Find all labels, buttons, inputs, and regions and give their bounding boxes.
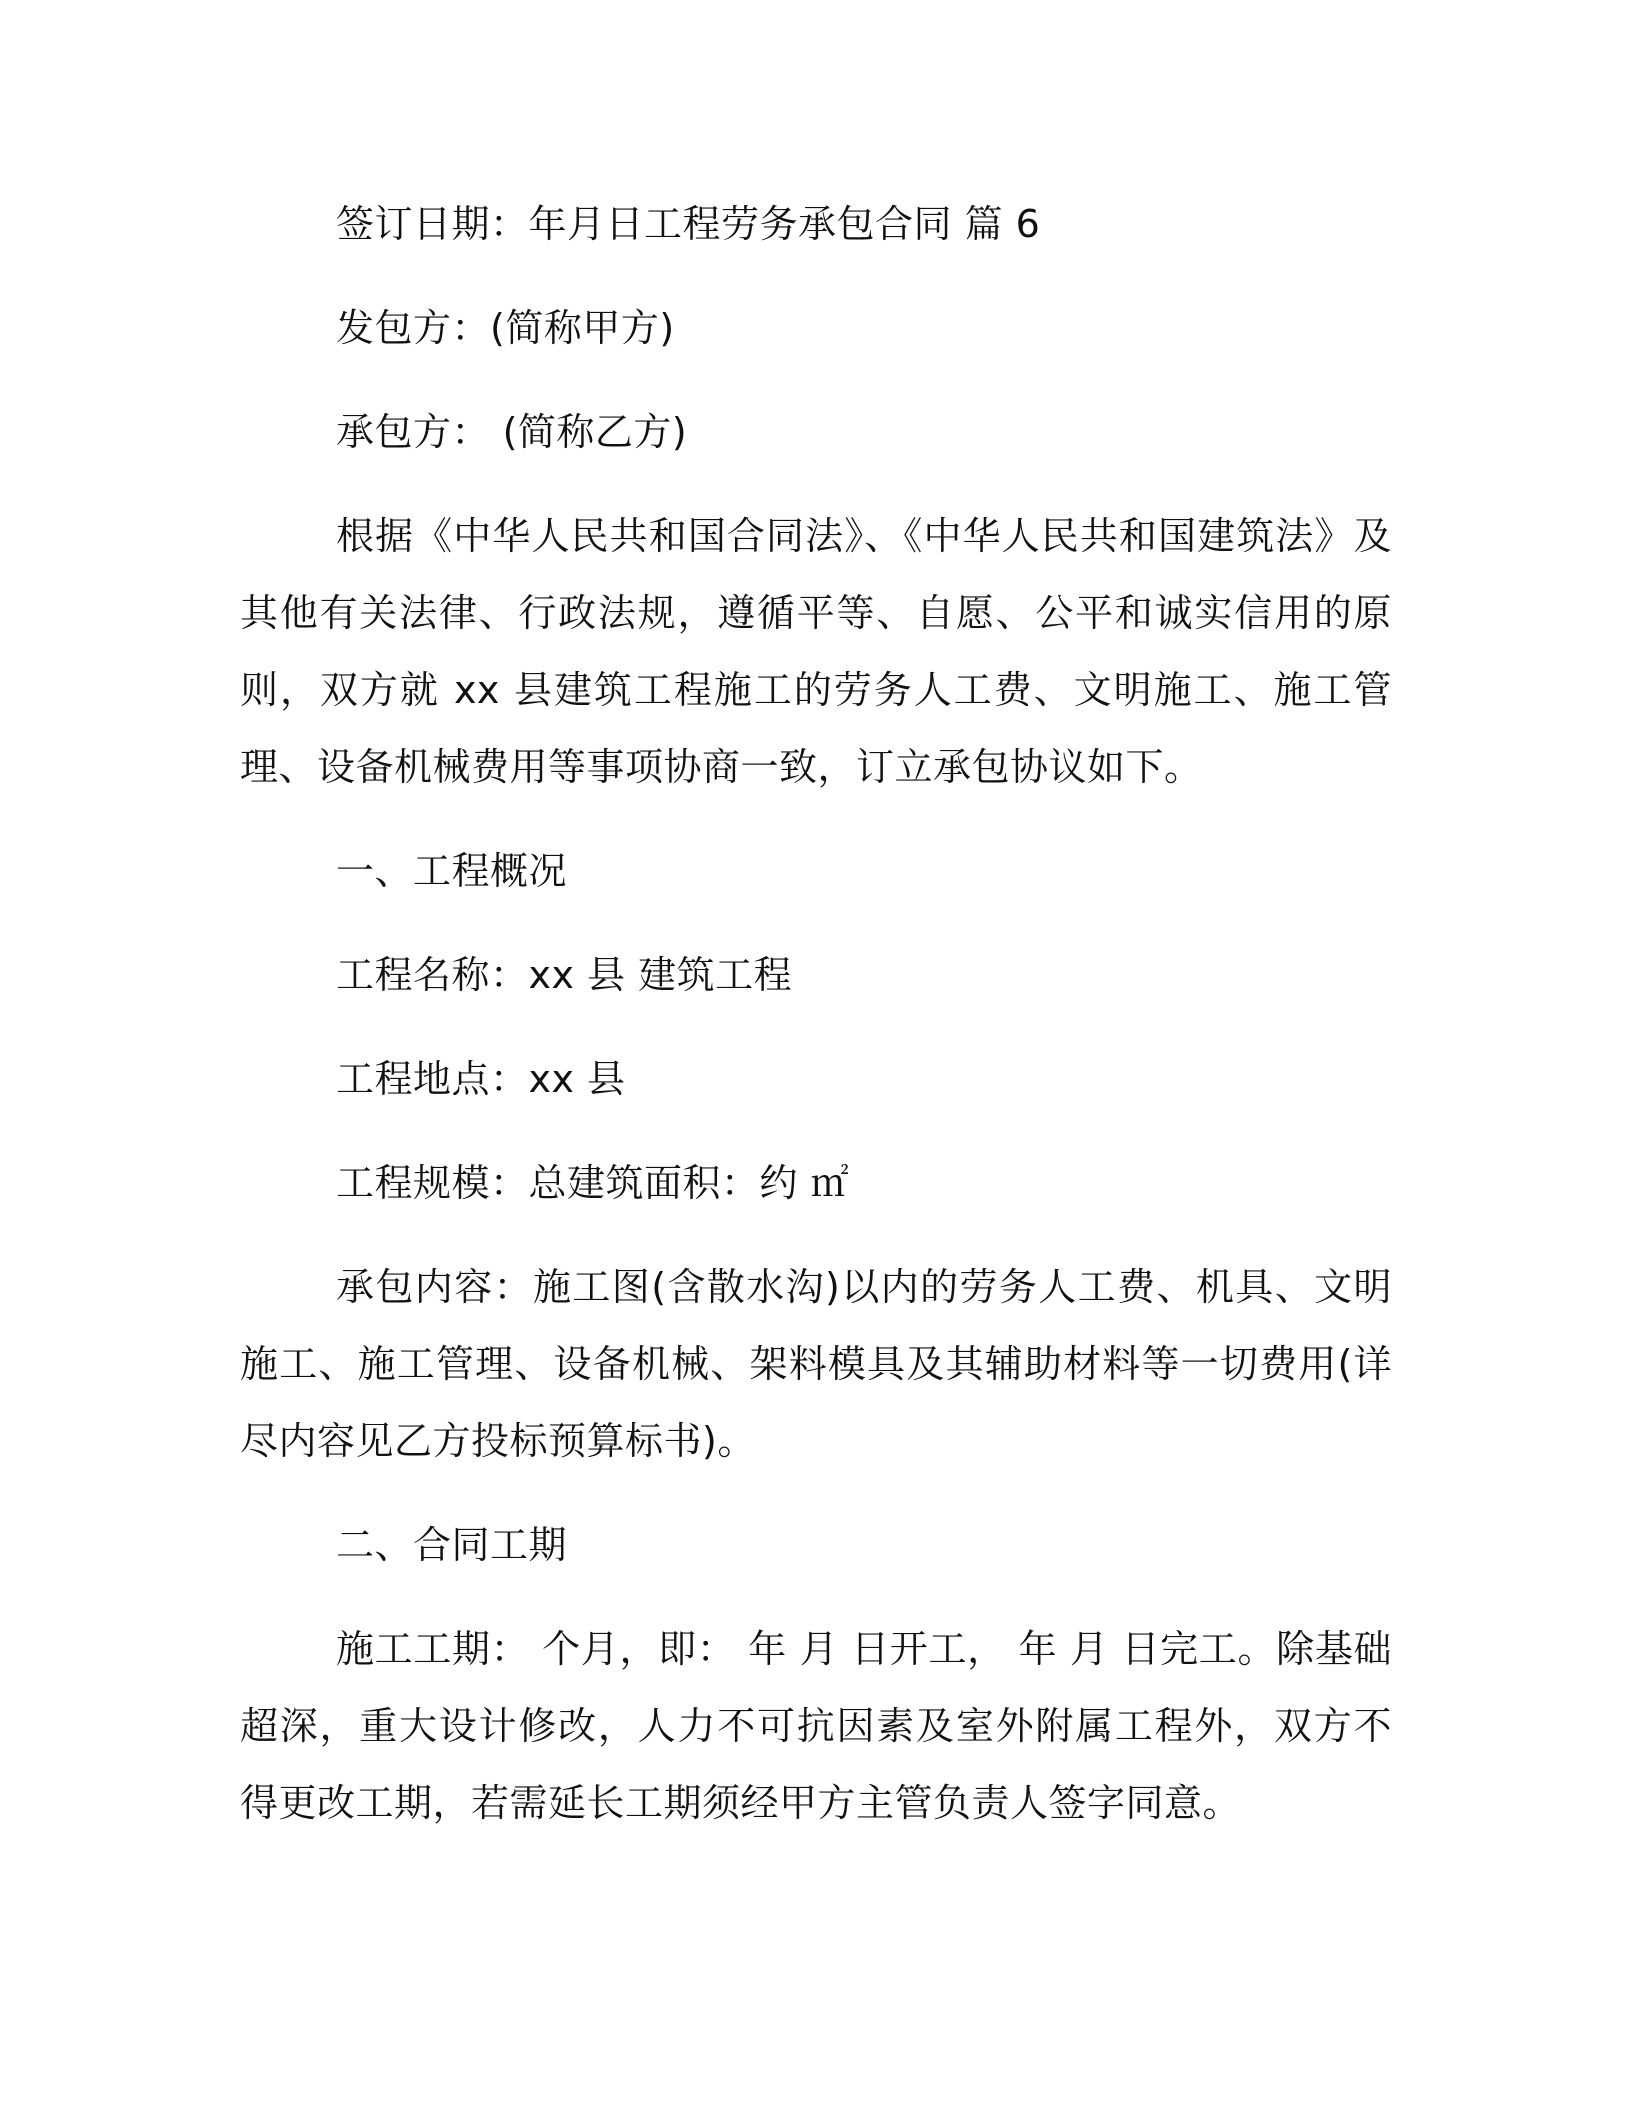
project-scale-line: 工程规模：总建筑面积：约 ㎡ [336, 1161, 850, 1205]
section-heading-contract-period: 二、合同工期 [336, 1523, 568, 1567]
project-name-line: 工程名称：xx 县 建筑工程 [336, 953, 793, 997]
construction-period-paragraph: 施工工期： 个月，即： 年 月 日开工， 年 月 日完工。除基础超深，重大设计修改，人力不可抗因素及室外附属工程外，双方不得更改工期，若需延长工期须经甲方主管负责人签字同意。 [240, 1627, 1392, 1825]
section-heading-project-overview: 一、工程概况 [336, 849, 568, 893]
party-b-line: 承包方： (简称乙方) [336, 410, 688, 454]
party-a-line: 发包方：(简称甲方) [336, 306, 675, 350]
signing-date-and-contract-title: 签订日期：年月日工程劳务承包合同 篇 6 [336, 202, 1041, 246]
document-body [240, 186, 1392, 1842]
contract-scope-paragraph: 承包内容：施工图(含散水沟)以内的劳务人工费、机具、文明施工、施工管理、设备机械、架料模具及其辅助材料等一切费用(详尽内容见乙方投标预算标书)。 [240, 1265, 1392, 1463]
preamble-paragraph: 根据《中华人民共和国合同法》、《中华人民共和国建筑法》及其他有关法律、行政法规，遵循平等、自愿、公平和诚实信用的原则，双方就 xx 县建筑工程施工的劳务人工费、文明施工、施工管理、设备机械费用等事项协商一致，订立承包协议如下。 [240, 514, 1392, 789]
project-location-line: 工程地点：xx 县 [336, 1057, 626, 1101]
